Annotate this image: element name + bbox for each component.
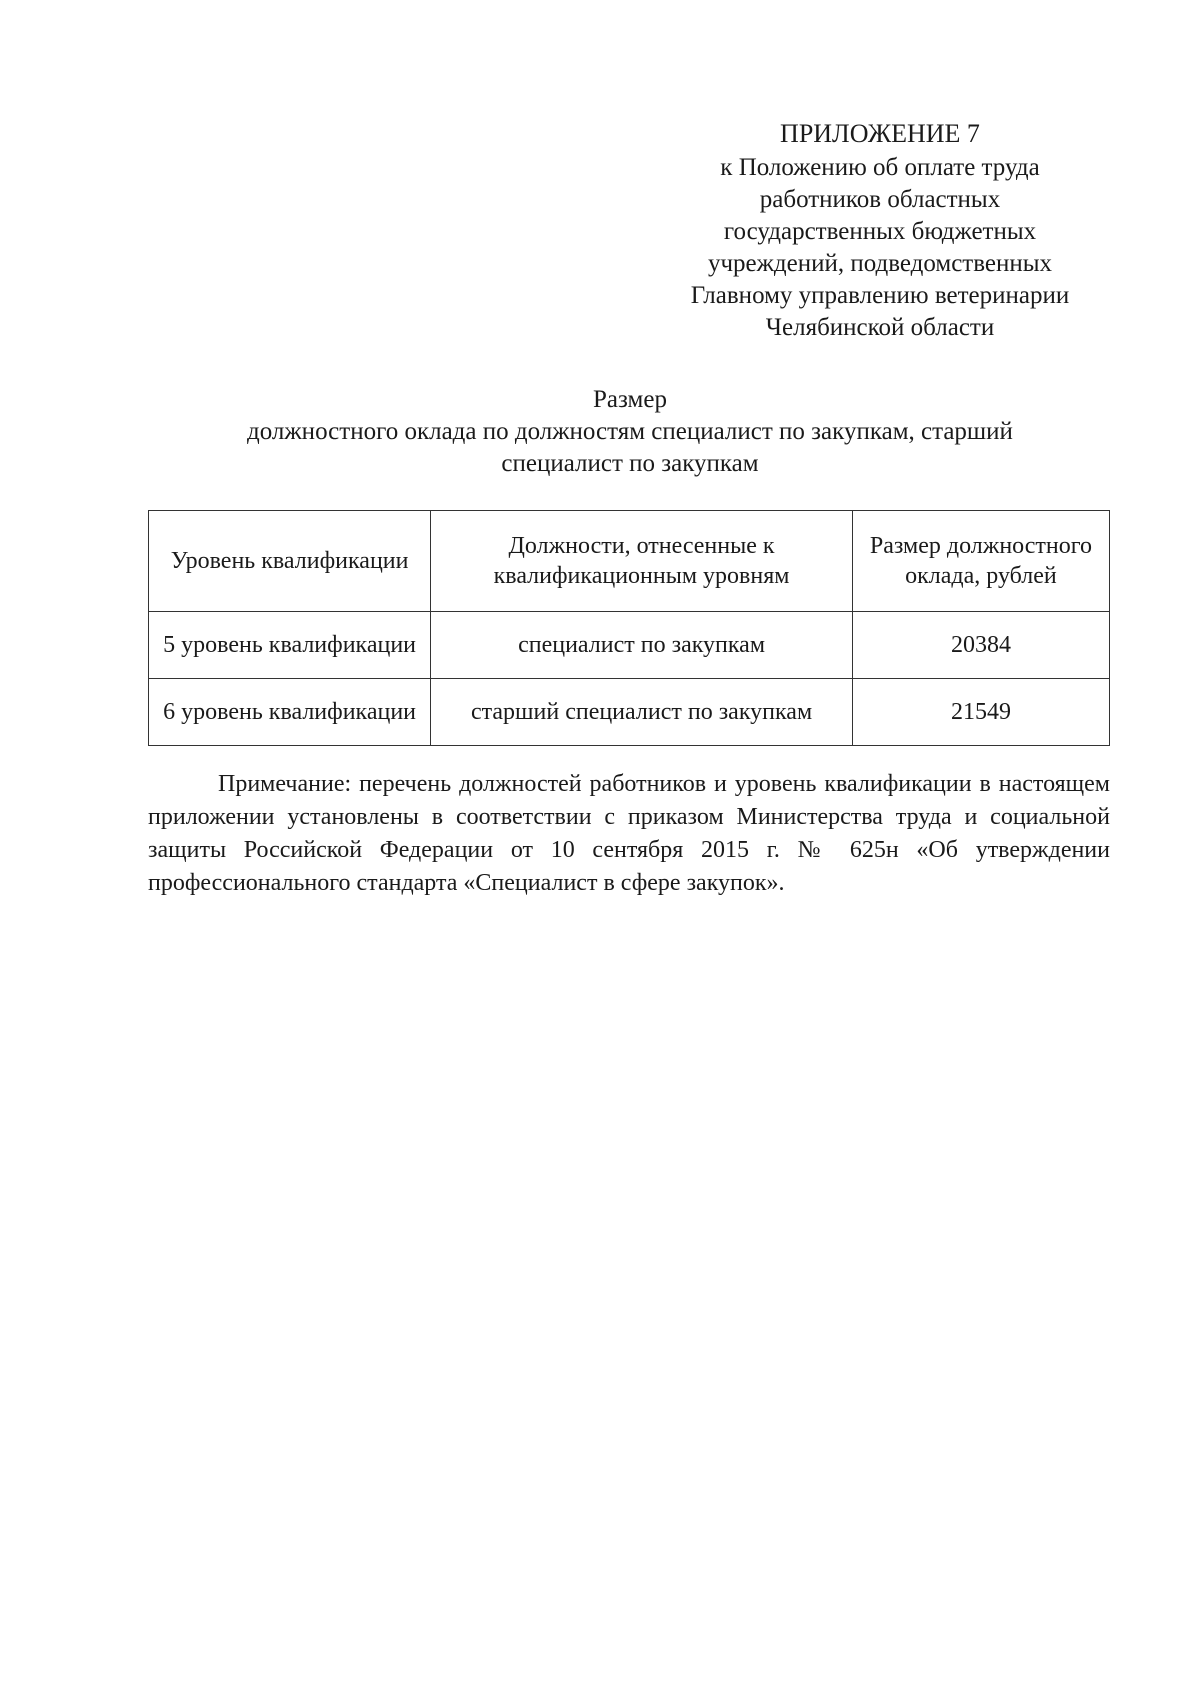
title-line: специалист по закупкам (501, 450, 759, 477)
header-level: Уровень квалификации (149, 511, 431, 612)
cell-salary: 21549 (852, 679, 1109, 746)
note-paragraph: Примечание: перечень должностей работников и уровень квалификации в настоящем приложении установлены в соответствии с приказом Министерства труда и социальной защиты Российской Федерации от 10 сентября 2015 г. № 625н «Об утверждении профессионального стандарта «Специалист в сфере закупок». (148, 771, 1110, 896)
header-position: Должности, отнесенные к квалификационным уровням (431, 511, 853, 612)
table-row (149, 612, 1110, 679)
appendix-subtitle-line: к Положению об оплате труда (720, 154, 1040, 181)
appendix-title: ПРИЛОЖЕНИЕ 7 (780, 119, 980, 148)
header-salary: Размер должностного оклада, рублей (852, 511, 1109, 612)
appendix-subtitle-line: Главному управлению ветеринарии (690, 282, 1070, 309)
salary-table (148, 510, 1110, 746)
table-header-row (149, 511, 1110, 612)
cell-level: 6 уровень квалификации (149, 679, 431, 746)
appendix-subtitle-line: Челябинской области (765, 314, 995, 341)
title-line: Размер (593, 386, 667, 413)
title-line: должностного оклада по должностям специалист по закупкам, старший (247, 418, 1013, 445)
appendix-subtitle-line: учреждений, подведомственных (707, 250, 1053, 277)
appendix-header (640, 118, 1120, 344)
cell-position: специалист по закупкам (431, 612, 853, 679)
appendix-subtitle-line: работников областных (759, 186, 1001, 213)
appendix-subtitle-line: государственных бюджетных (723, 218, 1037, 245)
cell-salary: 20384 (852, 612, 1109, 679)
cell-level: 5 уровень квалификации (149, 612, 431, 679)
table-row (149, 679, 1110, 746)
document-title (150, 384, 1110, 480)
cell-position: старший специалист по закупкам (431, 679, 853, 746)
